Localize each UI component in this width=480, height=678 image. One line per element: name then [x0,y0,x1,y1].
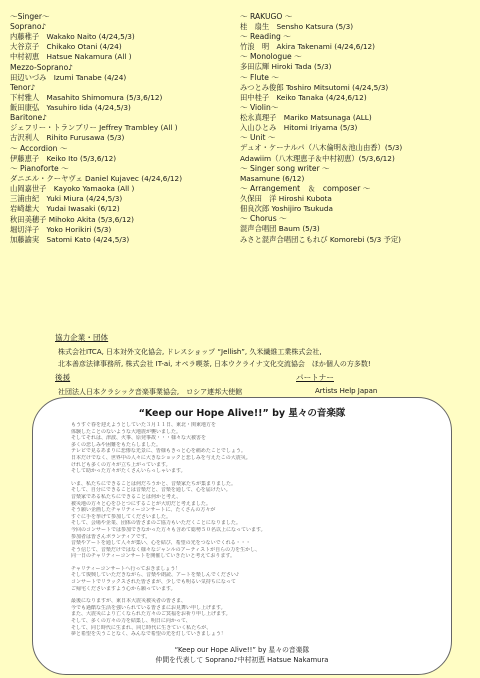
performer-entry: 久保田 洋 Hiroshi Kubota [240,194,332,204]
performer-entry: 多田広輝 Hiroki Tada (5/3) [240,62,332,72]
performer-entry: ジェフリー・トランブリー Jeffrey Trambley (All ) [10,123,178,133]
message-line: 今回のコンサートでは参加できなかった方々も含めて総勢５０名以上になっています。 [71,526,266,533]
message-line: いま、私たちにできることは何だろうかと、音楽家たちが集まりました。 [71,480,237,487]
performer-list-left [10,12,235,245]
message-line: 音楽家である私たちにできることは何かと考え、 [71,493,182,500]
performer-section [10,22,235,63]
message-line: そして、同じ時代に生まれ、同じ時代に生きていく私たちが、 [71,624,212,631]
performer-section [240,103,476,133]
section-heading: ～ Flute ～ [240,72,279,82]
message-title: “Keep our Hope Alive!!” by 星々の音楽隊 [138,408,346,419]
message-line: 多くの悲しみや困難をもたらしました。 [71,441,162,448]
performer-section [10,12,235,22]
message-line: 今でも過酷な生活を強いられている皆さまにお見舞い申し上げます。 [71,604,226,611]
performer-entry: 加藤諭実 Satomi Kato (4/24,5/3) [10,235,130,245]
performer-entry: 桂 扇生 Sensho Katsura (5/3) [240,22,354,31]
performer-section [240,133,476,163]
performer-entry: 佃良次郎 Yoshijiro Tsukuda [240,204,333,214]
section-heading: ～Singer～ [10,12,50,21]
performer-entry: 内藤稚子 Wakako Naito (4/24,5/3) [10,32,135,41]
performer-section [10,164,235,245]
message-line: コンサートでリラックスされた皆さまが、少しでも明るい気持ちになって [71,579,236,586]
section-heading: Mezzo-Soprano♪ [10,62,74,72]
message-line: 最後になりますが、東日本大震災被災者の皆さま、 [71,598,187,605]
section-heading: Tenor♪ [10,82,36,92]
section-heading: ～ Unit ～ [240,133,276,143]
performer-entry: 入山ひとみ Hitomi Iriyama (5/3) [240,123,358,133]
message-line: 被災地の方々と心をひとつにすることが大切だと考えました。 [71,500,211,507]
performer-section [240,73,476,103]
performer-entry: 古沢利人 Rihito Furusawa (5/3) [10,133,125,143]
message-line: 日本だけでなく、世界中の人々に大きなショックと悲しみを与えたこの大震災。 [71,454,251,461]
performer-section [10,113,235,143]
performer-section [240,164,476,184]
message-line: そして、自分にできることは音楽だと、音楽を通して、心を届けたい。 [71,487,231,494]
cooperation-label: 協力企業・団体 [55,333,109,342]
performer-entry: 飯田康弘 Yasuhiro Iida (4/24,5/3) [10,103,131,113]
section-heading: ～ Violin～ [240,103,279,113]
performer-entry: Adawiim（八木理恵子＆中村初恵）(5/3,6/12) [240,153,395,163]
sponsor-label: 後援 [55,373,71,382]
section-heading: ～ Chorus ～ [240,214,287,224]
section-heading: Baritone♪ [10,113,48,123]
cooperation-line-1: 株式会社ITCA, 日本対外文化協会, ドレスショップ “Jellish”, 久米繊維工業株式会社, [58,348,322,356]
performer-entry: 松永真理子 Mariko Matsunaga (ALL) [240,113,372,123]
section-heading: ～ Pianoforte ～ [10,163,69,173]
message-line: 夢と希望を失うことなく、みんなで希望の光を灯していきましょう！ [71,631,226,638]
message-line: すぐに手を挙げて参加してくださいました。 [71,513,172,520]
performer-section [10,63,235,83]
cooperation-line-2: 北本善彦法律事務所, 株式会社 IT-ai, オペラ喫茶, 日本ウクライナ文化交流協会 ほか個人の方多数! [58,360,371,368]
performer-entry: 中村初恵 Hatsue Nakamura (All ) [10,52,132,62]
message-line: そう信じて、音楽だけではなく様々なジャンルのアーティストが自らの力を生かし、 [71,546,261,553]
performer-entry: 堀切洋子 Yoko Horikiri (5/3) [10,224,112,234]
message-paragraph [71,481,415,560]
message-line: ご帰宅くださいますよう心から願っています。 [71,585,176,592]
message-line: 音楽やアートを通して人々が集い、心を結び、希望の光をつないでくれる・・・ [71,540,251,547]
message-line: もうすぐ春を迎えようとしていた３月１１日、東北・関東地方を [71,422,217,428]
performer-entry: Masamune (6/12) [240,173,305,183]
performer-list-right [240,12,476,245]
performer-entry: みつとみ俊郎 Toshiro Mitsutomi (4/24,5/3) [240,82,389,92]
message-body [71,422,415,644]
section-heading: ～ Singer song writer ～ [240,163,330,173]
message-paragraph [71,598,415,638]
performer-section [10,144,235,164]
message-line: そして、会場や企業、団体の皆さまのご協力もいただくことになりました。 [71,520,241,527]
performer-entry: 竹浪 明 Akira Takenami (4/24,6/12) [240,42,376,52]
performer-section [240,184,476,214]
message-line: そう願い企画したチャリティーコンサートに、たくさんの方々が [71,507,216,514]
performer-entry: 秋田美穂子 Mihoko Akita (5/3,6/12) [10,214,135,224]
message-paragraph [71,566,415,592]
message-line: 同一日のチャリティーコンサートを開催していきたいと考えております。 [71,553,235,560]
performer-entry: ダニエル・クーヤヴェ Daniel Kujavec (4/24,6/12) [10,173,183,183]
message-line: そして助かった方々がたくさんいらっしゃいます。 [71,468,186,475]
performer-entry: 混声合唱団 Baum (5/3) [240,224,320,234]
message-line: 体験したことのないような大地震が襲いました。 [71,428,182,435]
message-line: 参加者は皆さんボランティアです。 [71,533,151,540]
performer-entry: 田中桂子 Keiko Tanaka (4/24,6/12) [240,92,367,102]
performer-entry: 山岡嘉世子 Kayoko Yamaoka (All ) [10,184,135,194]
performer-entry: デュオ・ケーナルパ（八木倫明＆池山由香）(5/3) [240,143,403,153]
message-box [32,397,452,675]
partner-text: Artists Help Japan [315,387,378,395]
performer-entry: 岩崎雄大 Yudai Iwasaki (6/12) [10,204,120,214]
performer-entry: 大谷京子 Chikako Otani (4/24) [10,42,122,52]
performer-entry: みさと混声合唱団こもれび Komorebi (5/3 予定) [240,234,401,244]
section-heading: ～ Reading ～ [240,32,291,42]
message-line: けれども多くの方々が立ち上がっています。 [71,461,171,468]
performer-section [240,214,476,244]
performer-entry: 三浦由紀 Yuki Miura (4/24,5/3) [10,194,123,204]
performer-entry: 田辺いづみ Izumi Tanabe (4/24) [10,72,127,82]
performer-section [240,52,476,72]
performer-entry: 伊藤恵子 Keiko Ito (5/3,6/12) [10,153,117,163]
message-line: テレビで見るあまりに悲惨な光景に、皆様もきっと心を痛めたことでしょう。 [71,448,246,455]
section-heading: Soprano♪ [10,22,47,31]
message-line: そして復興していただきながら、音楽や朗読、アートを楽しんでください♪ [71,572,240,579]
section-heading: ～ Monologue ～ [240,52,302,62]
message-line: また、大震災により亡くなられた方々のご冥福をお祈り申し上げます。 [71,611,231,618]
section-heading: ～ Arrangement ＆ composer ～ [240,184,371,194]
performer-section [10,83,235,113]
partner-label: パートナー [296,373,334,382]
performer-section [240,12,476,32]
message-closing-title: “Keep our Hope Alive!!” by 星々の音楽隊 [174,646,310,654]
message-line: そしてそれは、津波、火事、原発事故・・・様々な大被害を [71,435,207,442]
message-signature: 仲間を代表して Soprano♪中村初恵 Hatsue Nakamura [155,656,329,664]
message-line: そして、多くの方々の力を結集し、明日に向かって、 [71,618,191,625]
sponsor-text: 社団法人日本クラシック音楽事業協会, ロシア連邦大使館 [58,388,243,396]
section-heading: ～ Accordion ～ [10,143,68,153]
section-heading: ～ RAKUGO ～ [240,12,293,21]
performer-section [240,32,476,52]
performer-entry: 下村雅人 Masahito Shimomura (5/3,6/12) [10,92,163,102]
message-line: チャリティーコンサートへ行っておきましょう！ [71,565,181,572]
message-paragraph [71,422,415,475]
